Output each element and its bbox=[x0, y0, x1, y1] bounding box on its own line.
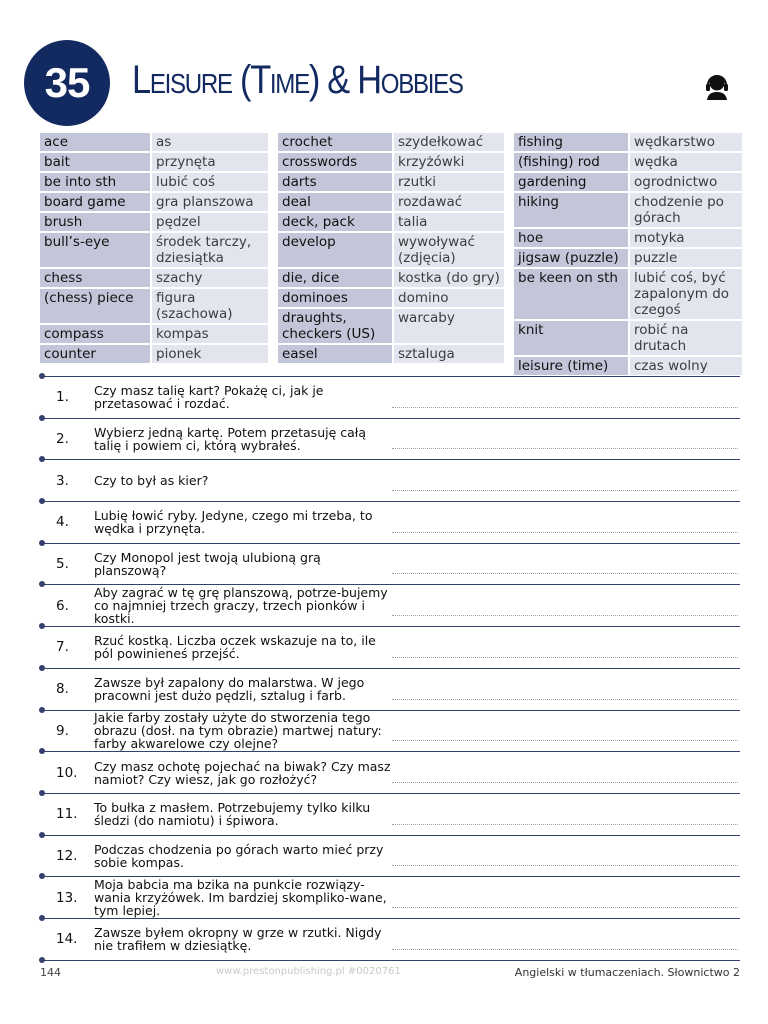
watermark: www.prestonpublishing.pl #0020761 bbox=[216, 966, 401, 977]
polish-translation: pionek bbox=[152, 345, 268, 363]
english-term: develop bbox=[278, 233, 392, 267]
english-term: ace bbox=[40, 133, 150, 151]
answer-line[interactable] bbox=[392, 490, 738, 491]
vocabulary-row bbox=[278, 193, 504, 211]
vocabulary-row bbox=[514, 229, 742, 247]
english-term: draughts, checkers (US) bbox=[278, 309, 392, 343]
vocabulary-row bbox=[40, 289, 268, 323]
english-term: bull’s-eye bbox=[40, 233, 150, 267]
english-term: brush bbox=[40, 213, 150, 231]
answer-line[interactable] bbox=[392, 615, 738, 616]
english-term: fishing bbox=[514, 133, 628, 151]
exercise-sentence: Czy masz ochotę pojechać na biwak? Czy masz namiot? Czy wiesz, jak go rozłożyć? bbox=[94, 758, 391, 787]
answer-line[interactable] bbox=[392, 699, 738, 700]
answer-line[interactable] bbox=[392, 740, 738, 741]
polish-translation: czas wolny bbox=[630, 357, 742, 375]
vocabulary-row bbox=[40, 173, 268, 191]
english-term: crosswords bbox=[278, 153, 392, 171]
unit-number-badge: 35 bbox=[24, 40, 110, 126]
vocabulary-row bbox=[40, 213, 268, 231]
exercise-sentence: Moja babcia ma bzika na punkcie rozwiązy-wania krzyżówek. Im bardziej skompliko-wane, tym lepiej. bbox=[94, 877, 387, 919]
exercise-row bbox=[40, 918, 740, 960]
exercise-row bbox=[40, 710, 740, 752]
vocabulary-row bbox=[278, 233, 504, 267]
exercise-number: 4. bbox=[56, 514, 69, 531]
vocabulary-row bbox=[278, 133, 504, 151]
answer-line[interactable] bbox=[392, 407, 738, 408]
english-term: (chess) piece bbox=[40, 289, 150, 323]
vocabulary-row bbox=[278, 173, 504, 191]
exercise-sentence: Lubię łowić ryby. Jedyne, czego mi trzeba, to wędka i przynęta. bbox=[94, 508, 373, 537]
exercise-sentence: Czy to był as kier? bbox=[94, 473, 209, 489]
polish-translation: figura (szachowa) bbox=[152, 289, 268, 323]
exercise-sentence: To bułka z masłem. Potrzebujemy tylko kilku śledzi (do namiotu) i śpiwora. bbox=[94, 800, 371, 829]
english-term: bait bbox=[40, 153, 150, 171]
english-term: gardening bbox=[514, 173, 628, 191]
exercise-row bbox=[40, 418, 740, 460]
polish-translation: puzzle bbox=[630, 249, 742, 267]
exercise-bottom-rule bbox=[40, 960, 740, 961]
english-term: be keen on sth bbox=[514, 269, 628, 319]
vocabulary-row bbox=[278, 289, 504, 307]
exercise-number: 10. bbox=[56, 764, 78, 781]
answer-line[interactable] bbox=[392, 448, 738, 449]
polish-translation: wywoływać (zdjęcia) bbox=[394, 233, 504, 267]
polish-translation: motyka bbox=[630, 229, 742, 247]
vocabulary-row bbox=[514, 269, 742, 319]
english-term: hiking bbox=[514, 193, 628, 227]
polish-translation: chodzenie po górach bbox=[630, 193, 742, 227]
vocabulary-row bbox=[278, 345, 504, 363]
polish-translation: talia bbox=[394, 213, 504, 231]
exercise-sentence: Wybierz jedną kartę. Potem przetasuję całą talię i powiem ci, którą wybrałeś. bbox=[94, 425, 367, 454]
vocabulary-column bbox=[40, 133, 268, 375]
vocabulary-row bbox=[40, 269, 268, 287]
polish-translation: pędzel bbox=[152, 213, 268, 231]
exercise-number: 11. bbox=[56, 806, 78, 823]
exercise-sentence: Zawsze byłem okropny w grze w rzutki. Nigdy nie trafiłem w dziesiątkę. bbox=[94, 925, 382, 954]
headphones-icon[interactable] bbox=[704, 73, 730, 101]
polish-translation: warcaby bbox=[394, 309, 504, 343]
exercise-sentence: Jakie farby zostały użyte do stworzenia tego obrazu (dosł. na tym obrazie) martwej natury: farby akwarelowe czy olejne? bbox=[94, 710, 382, 752]
page-title: Leisure (Time) & Hobbies bbox=[132, 58, 463, 102]
exercise-row bbox=[40, 543, 740, 585]
exercise-number: 13. bbox=[56, 889, 78, 906]
vocabulary-row bbox=[514, 249, 742, 267]
exercise-row bbox=[40, 876, 740, 918]
exercise-sentence: Zawsze był zapalony do malarstwa. W jego pracowni jest dużo pędzli, sztalug i farb. bbox=[94, 675, 365, 704]
english-term: die, dice bbox=[278, 269, 392, 287]
exercise-row bbox=[40, 835, 740, 877]
page-footer bbox=[40, 966, 740, 984]
exercise-row bbox=[40, 626, 740, 668]
polish-translation: krzyżówki bbox=[394, 153, 504, 171]
exercise-number: 6. bbox=[56, 597, 69, 614]
polish-translation: robić na drutach bbox=[630, 321, 742, 355]
answer-line[interactable] bbox=[392, 657, 738, 658]
exercise-row bbox=[40, 459, 740, 501]
english-term: (fishing) rod bbox=[514, 153, 628, 171]
vocabulary-row bbox=[278, 213, 504, 231]
exercise-row bbox=[40, 668, 740, 710]
vocabulary-column bbox=[514, 133, 742, 375]
vocabulary-row bbox=[278, 153, 504, 171]
polish-translation: wędka bbox=[630, 153, 742, 171]
vocabulary-row bbox=[40, 193, 268, 211]
exercise-row bbox=[40, 793, 740, 835]
english-term: easel bbox=[278, 345, 392, 363]
exercise-number: 1. bbox=[56, 389, 69, 406]
polish-translation: szydełkować bbox=[394, 133, 504, 151]
answer-line[interactable] bbox=[392, 532, 738, 533]
english-term: deck, pack bbox=[278, 213, 392, 231]
exercise-sentence: Rzuć kostką. Liczba oczek wskazuje na to, ile pól powinieneś przejść. bbox=[94, 633, 376, 662]
polish-translation: rzutki bbox=[394, 173, 504, 191]
vocabulary-row bbox=[514, 321, 742, 355]
exercise-number: 3. bbox=[56, 472, 69, 489]
vocabulary-row bbox=[278, 309, 504, 343]
vocabulary-row bbox=[40, 345, 268, 363]
answer-line[interactable] bbox=[392, 782, 738, 783]
english-term: jigsaw (puzzle) bbox=[514, 249, 628, 267]
vocabulary-row bbox=[40, 233, 268, 267]
answer-line[interactable] bbox=[392, 865, 738, 866]
exercise-sentence: Czy Monopol jest twoją ulubioną grą planszową? bbox=[94, 550, 321, 579]
answer-line[interactable] bbox=[392, 949, 738, 950]
exercise-sentence: Czy masz talię kart? Pokażę ci, jak je przetasować i rozdać. bbox=[94, 383, 324, 412]
english-term: leisure (time) bbox=[514, 357, 628, 375]
vocabulary-row bbox=[514, 357, 742, 375]
exercise-number: 12. bbox=[56, 847, 78, 864]
exercise-sentence: Podczas chodzenia po górach warto mieć przy sobie kompas. bbox=[94, 841, 384, 870]
vocabulary-row bbox=[514, 193, 742, 227]
vocabulary-row bbox=[514, 173, 742, 191]
polish-translation: sztaluga bbox=[394, 345, 504, 363]
book-title: Angielski w tłumaczeniach. Słownictwo 2 bbox=[514, 966, 740, 979]
vocabulary-column bbox=[278, 133, 504, 375]
polish-translation: lubić coś bbox=[152, 173, 268, 191]
answer-line[interactable] bbox=[392, 907, 738, 908]
vocabulary-row bbox=[40, 133, 268, 151]
polish-translation: domino bbox=[394, 289, 504, 307]
exercise-number: 2. bbox=[56, 431, 69, 448]
english-term: board game bbox=[40, 193, 150, 211]
english-term: chess bbox=[40, 269, 150, 287]
english-term: be into sth bbox=[40, 173, 150, 191]
exercise-number: 14. bbox=[56, 931, 78, 948]
answer-line[interactable] bbox=[392, 573, 738, 574]
exercise-number: 8. bbox=[56, 681, 69, 698]
vocabulary-row bbox=[278, 269, 504, 287]
page-number: 144 bbox=[40, 966, 61, 979]
english-term: counter bbox=[40, 345, 150, 363]
exercise-row bbox=[40, 751, 740, 793]
exercise-row bbox=[40, 501, 740, 543]
polish-translation: ogrodnictwo bbox=[630, 173, 742, 191]
english-term: hoe bbox=[514, 229, 628, 247]
english-term: crochet bbox=[278, 133, 392, 151]
polish-translation: rozdawać bbox=[394, 193, 504, 211]
polish-translation: as bbox=[152, 133, 268, 151]
polish-translation: wędkarstwo bbox=[630, 133, 742, 151]
english-term: dominoes bbox=[278, 289, 392, 307]
english-term: darts bbox=[278, 173, 392, 191]
vocabulary-row bbox=[40, 325, 268, 343]
vocabulary-row bbox=[514, 153, 742, 171]
vocabulary-row bbox=[514, 133, 742, 151]
english-term: compass bbox=[40, 325, 150, 343]
polish-translation: szachy bbox=[152, 269, 268, 287]
exercise-number: 5. bbox=[56, 556, 69, 573]
polish-translation: kompas bbox=[152, 325, 268, 343]
polish-translation: kostka (do gry) bbox=[394, 269, 504, 287]
unit-header bbox=[24, 40, 744, 128]
vocabulary-row bbox=[40, 153, 268, 171]
polish-translation: gra planszowa bbox=[152, 193, 268, 211]
polish-translation: przynęta bbox=[152, 153, 268, 171]
vocabulary-table bbox=[40, 133, 742, 375]
answer-line[interactable] bbox=[392, 824, 738, 825]
polish-translation: środek tarczy, dziesiątka bbox=[152, 233, 268, 267]
english-term: knit bbox=[514, 321, 628, 355]
polish-translation: lubić coś, być zapalonym do czegoś bbox=[630, 269, 742, 319]
translation-exercises bbox=[40, 376, 740, 961]
exercise-row bbox=[40, 584, 740, 626]
exercise-number: 7. bbox=[56, 639, 69, 656]
exercise-number: 9. bbox=[56, 722, 69, 739]
exercise-row bbox=[40, 376, 740, 418]
english-term: deal bbox=[278, 193, 392, 211]
exercise-sentence: Aby zagrać w tę grę planszową, potrze-bujemy co najmniej trzech graczy, trzech pionków i kostki. bbox=[94, 585, 388, 627]
